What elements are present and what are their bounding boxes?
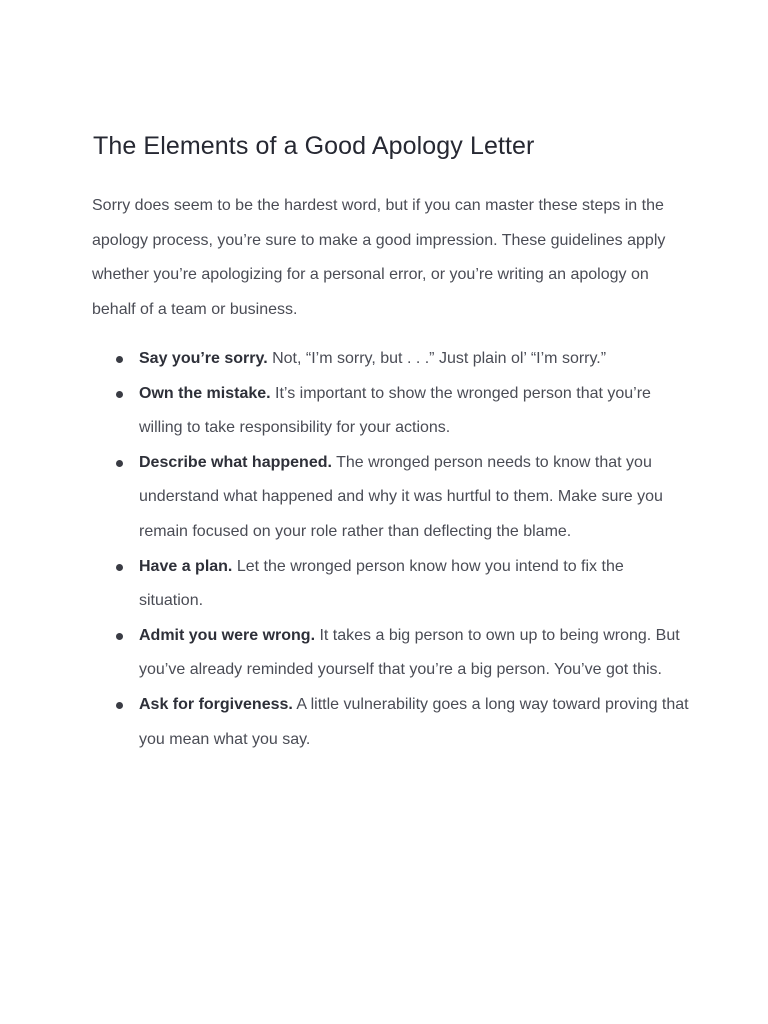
- list-item: [92, 342, 692, 377]
- bullet-icon: [116, 633, 123, 640]
- list-item-lead: Describe what happened.: [139, 453, 332, 471]
- intro-paragraph: Sorry does seem to be the hardest word, but if you can master these steps in the apology process, you’re sure to make a good impression. These guidelines apply whether you’re apologizing for a personal error, or you’re writing an apology on behalf of a team or business.: [92, 197, 666, 318]
- list-item-lead: Have a plan.: [139, 557, 233, 575]
- apology-steps-list: [92, 342, 692, 757]
- bullet-icon: [116, 460, 123, 467]
- list-item: [92, 377, 692, 446]
- list-item-text: The wronged person needs to know that you understand what happened and why it was hurtful to them. Make sure you remain focused on your role rather than deflecting the blame.: [139, 453, 663, 540]
- list-item-lead: Say you’re sorry.: [139, 350, 268, 367]
- list-item-text: It’s important to show the wronged person that you’re willing to take responsibility for your actions.: [139, 384, 651, 437]
- list-item: [92, 688, 692, 757]
- list-item-text: A little vulnerability goes a long way toward proving that you mean what you say.: [139, 695, 689, 748]
- list-item: [92, 619, 692, 688]
- list-item-text: It takes a big person to own up to being wrong. But you’ve already reminded yourself that you’re a big person. You’ve got this.: [139, 626, 680, 679]
- list-item: [92, 550, 692, 619]
- bullet-icon: [116, 356, 123, 363]
- list-item-lead: Ask for forgiveness.: [139, 695, 293, 713]
- bullet-icon: [116, 391, 123, 398]
- document-title: The Elements of a Good Apology Letter: [93, 132, 535, 160]
- bullet-icon: [116, 564, 123, 571]
- list-item-text: Not, “I’m sorry, but . . .” Just plain ol’ “I’m sorry.”: [267, 350, 607, 367]
- list-item-text: Let the wronged person know how you intend to fix the situation.: [139, 557, 624, 610]
- bullet-icon: [116, 702, 123, 709]
- list-item-lead: Own the mistake.: [139, 384, 271, 402]
- list-item: [92, 446, 692, 550]
- list-item-lead: Admit you were wrong.: [139, 626, 316, 644]
